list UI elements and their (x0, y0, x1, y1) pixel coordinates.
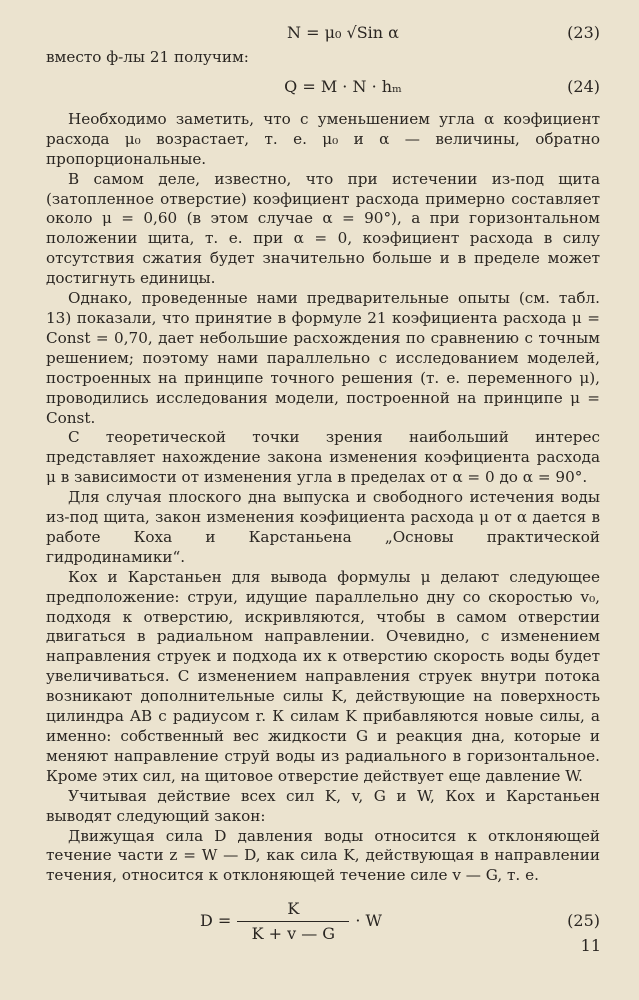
paragraph-1: Необходимо заметить, что с уменьшением угла α коэфициент расхода μ₀ возрастает, т. е. μ₀ и α — величины, обратно пропорциональные. (46, 109, 600, 168)
paragraph-4: С теоретической точки зрения наибольший интерес представляет нахождение закона изменения коэфициента расхода μ в зависимости от изменения угла в пределах от α = 0 до α = 90°. (46, 428, 600, 487)
paragraph-7: Учитывая действие всех сил K, v, G и W, Кох и Карстаньен выводят следующий закон: (46, 786, 600, 825)
formula-23 (46, 18, 600, 48)
formula-25-rhs: · W (355, 911, 382, 931)
formula-25-numerator: K (287, 898, 300, 918)
formula-25 (46, 892, 600, 950)
paragraph-8: Движущая сила D давления воды относится к отклоняющей течение части z = W — D, как сила K, действующая в направлении течения, относится к отклоняющей течение силе v — G, т. е. (46, 826, 600, 885)
paragraph-2: В самом деле, известно, что при истечении из-под щита (затопленное отверстие) коэфициент расхода примерно составляет около μ = 0,60 (в этом случае α = 90°), а при горизонтальном положении щита, т. е. при α = 0, коэфициент расхода в силу отсутствия сжатия будет значительно больше и в пределе может достигнуть единицы. (46, 169, 600, 288)
formula-24-number: (24) (567, 76, 600, 96)
paragraph-3: Однако, проведенные нами предварительные опыты (см. табл. 13) показали, что принятие в формуле 21 коэфициента расхода μ = Const = 0,70, дает небольшие расхождения по сравнению с точным решением; поэтому нами параллельно с исследованием моделей, построенных на принципе точного решения (т. е. переменного μ), проводились исследования модели, построенной на принципе μ = Const. (46, 289, 600, 427)
intro-line: вместо ф-лы 21 получим: (46, 48, 249, 66)
formula-25-lhs: D = (200, 911, 232, 931)
paragraph-5: Для случая плоского дна выпуска и свободного истечения воды из-под щита, закон изменения коэфициента расхода μ от α дается в работе Коха и Карстаньена „Основы практической гидродинамики“. (46, 488, 600, 566)
page-number: 11 (580, 936, 601, 955)
formula-25-fraction (237, 899, 349, 944)
page-content (46, 18, 600, 950)
formula-25-number: (25) (567, 911, 600, 931)
formula-23-number: (23) (567, 23, 600, 43)
formula-25-denominator: K + v — G (251, 923, 336, 943)
formula-24-expression: Q = M · N · hₘ (284, 76, 402, 96)
paragraph-6: Кох и Карстаньен для вывода формулы μ делают следующее предположение: струи, идущие параллельно дну со скоростью v₀, подходя к отверстию, искривляются, чтобы в самом отверстии двигаться в радиальном направлении. Очевидно, с изменением направления струек и подхода их к отверстию скорость воды будет увеличиваться. С изменением направления струек внутри потока возникают дополнительные силы K, действующие на поверхность цилиндра AB с радиусом r. К силам K прибавляются новые силы, а именно: собственный вес жидкости G и реакция дна, которые и меняют направление струй воды из радиального в горизонтальное. Кроме этих сил, на щитовое отверстие действует еще давление W. (46, 567, 600, 785)
formula-24 (46, 72, 600, 102)
formula-23-expression: N = μ₀ √Sin α (287, 23, 399, 43)
